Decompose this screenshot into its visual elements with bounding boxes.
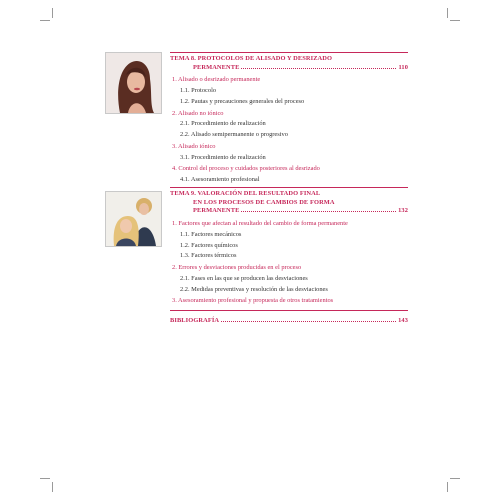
toc-subsection-link[interactable]: 1.3. Factores térmicos bbox=[180, 252, 237, 260]
toc-section-link[interactable]: 2. Alisado no iónico bbox=[172, 109, 224, 117]
crop-mark bbox=[447, 482, 448, 492]
toc-section-link[interactable]: 4. Control del proceso y cuidados posteriores al desrizado bbox=[172, 165, 320, 173]
toc-section-link[interactable]: 3. Asesoramiento profesional y propuesta de otros tratamientos bbox=[172, 297, 334, 305]
toc-section-link[interactable]: 1. Factores que afectan al resultado del cambio de forma permanente bbox=[172, 219, 348, 227]
dot-leader bbox=[241, 211, 396, 212]
tema9-title-line3[interactable] bbox=[170, 207, 408, 216]
tema8-title-end: PERMANENTE bbox=[193, 63, 240, 71]
woman-portrait-image bbox=[106, 53, 161, 113]
crop-mark bbox=[40, 478, 50, 479]
toc-subsection-link[interactable]: 3.1. Procedimiento de realización bbox=[180, 153, 266, 161]
crop-mark bbox=[52, 482, 53, 492]
toc-subsection-link[interactable]: 1.2. Pautas y precauciones generales del proceso bbox=[180, 97, 305, 105]
hairdresser-client-image bbox=[106, 192, 161, 246]
biblio-top-rule bbox=[170, 310, 408, 311]
tema9-photo bbox=[105, 191, 162, 247]
tema9-title-line2[interactable]: EN LOS PROCESOS DE CAMBIOS DE FORMA bbox=[193, 198, 335, 206]
crop-mark bbox=[450, 478, 460, 479]
toc-subsection-link[interactable]: 1.2. Factores químicos bbox=[180, 241, 238, 249]
toc-subsection-link[interactable]: 2.2. Alisado semipermanente o progresivo bbox=[180, 131, 288, 139]
tema8-page-number: 110 bbox=[398, 63, 408, 71]
toc-subsection-link[interactable]: 2.1. Procedimiento de realización bbox=[180, 120, 266, 128]
toc-subsection-link[interactable]: 4.1. Asesoramiento profesional bbox=[180, 176, 260, 184]
tema8-photo bbox=[105, 52, 162, 114]
toc-section-link[interactable]: 2. Errores y desviaciones producidas en el proceso bbox=[172, 264, 302, 272]
toc-subsection-link[interactable]: 1.1. Protocolo bbox=[180, 87, 217, 95]
tema8-top-rule bbox=[170, 52, 408, 53]
dot-leader bbox=[221, 321, 396, 322]
bibliografia-entry[interactable] bbox=[170, 317, 408, 326]
crop-mark bbox=[52, 8, 53, 18]
tema9-block bbox=[170, 190, 408, 306]
toc-subsection-link[interactable]: 2.1. Fases en las que se producen las desviaciones bbox=[180, 274, 308, 282]
tema8-title-line2[interactable] bbox=[170, 64, 408, 73]
tema8-title-line1[interactable]: TEMA 8. PROTOCOLOS DE ALISADO Y DESRIZADO bbox=[170, 55, 333, 62]
crop-mark bbox=[450, 20, 460, 21]
bibliografia-label: BIBLIOGRAFÍA bbox=[170, 317, 220, 324]
toc-section-link[interactable]: 3. Alisado iónico bbox=[172, 142, 216, 150]
bibliografia-block bbox=[170, 317, 408, 326]
crop-mark bbox=[447, 8, 448, 18]
dot-leader bbox=[241, 68, 396, 69]
tema9-title-line1[interactable]: TEMA 9. VALORACIÓN DEL RESULTADO FINAL bbox=[170, 190, 321, 197]
tema9-page-number: 132 bbox=[398, 207, 408, 215]
toc-subsection-link[interactable]: 1.1. Factores mecánicos bbox=[180, 230, 242, 238]
crop-mark bbox=[40, 20, 50, 21]
tema9-top-rule bbox=[170, 187, 408, 188]
tema9-title-end: PERMANENTE bbox=[193, 207, 240, 215]
tema8-block bbox=[170, 55, 408, 185]
bibliografia-page-number: 143 bbox=[398, 317, 408, 324]
toc-section-link[interactable]: 1. Alisado o desrizado permanente bbox=[172, 76, 261, 84]
toc-subsection-link[interactable]: 2.2. Medidas preventivas y resolución de las desviaciones bbox=[180, 285, 328, 293]
